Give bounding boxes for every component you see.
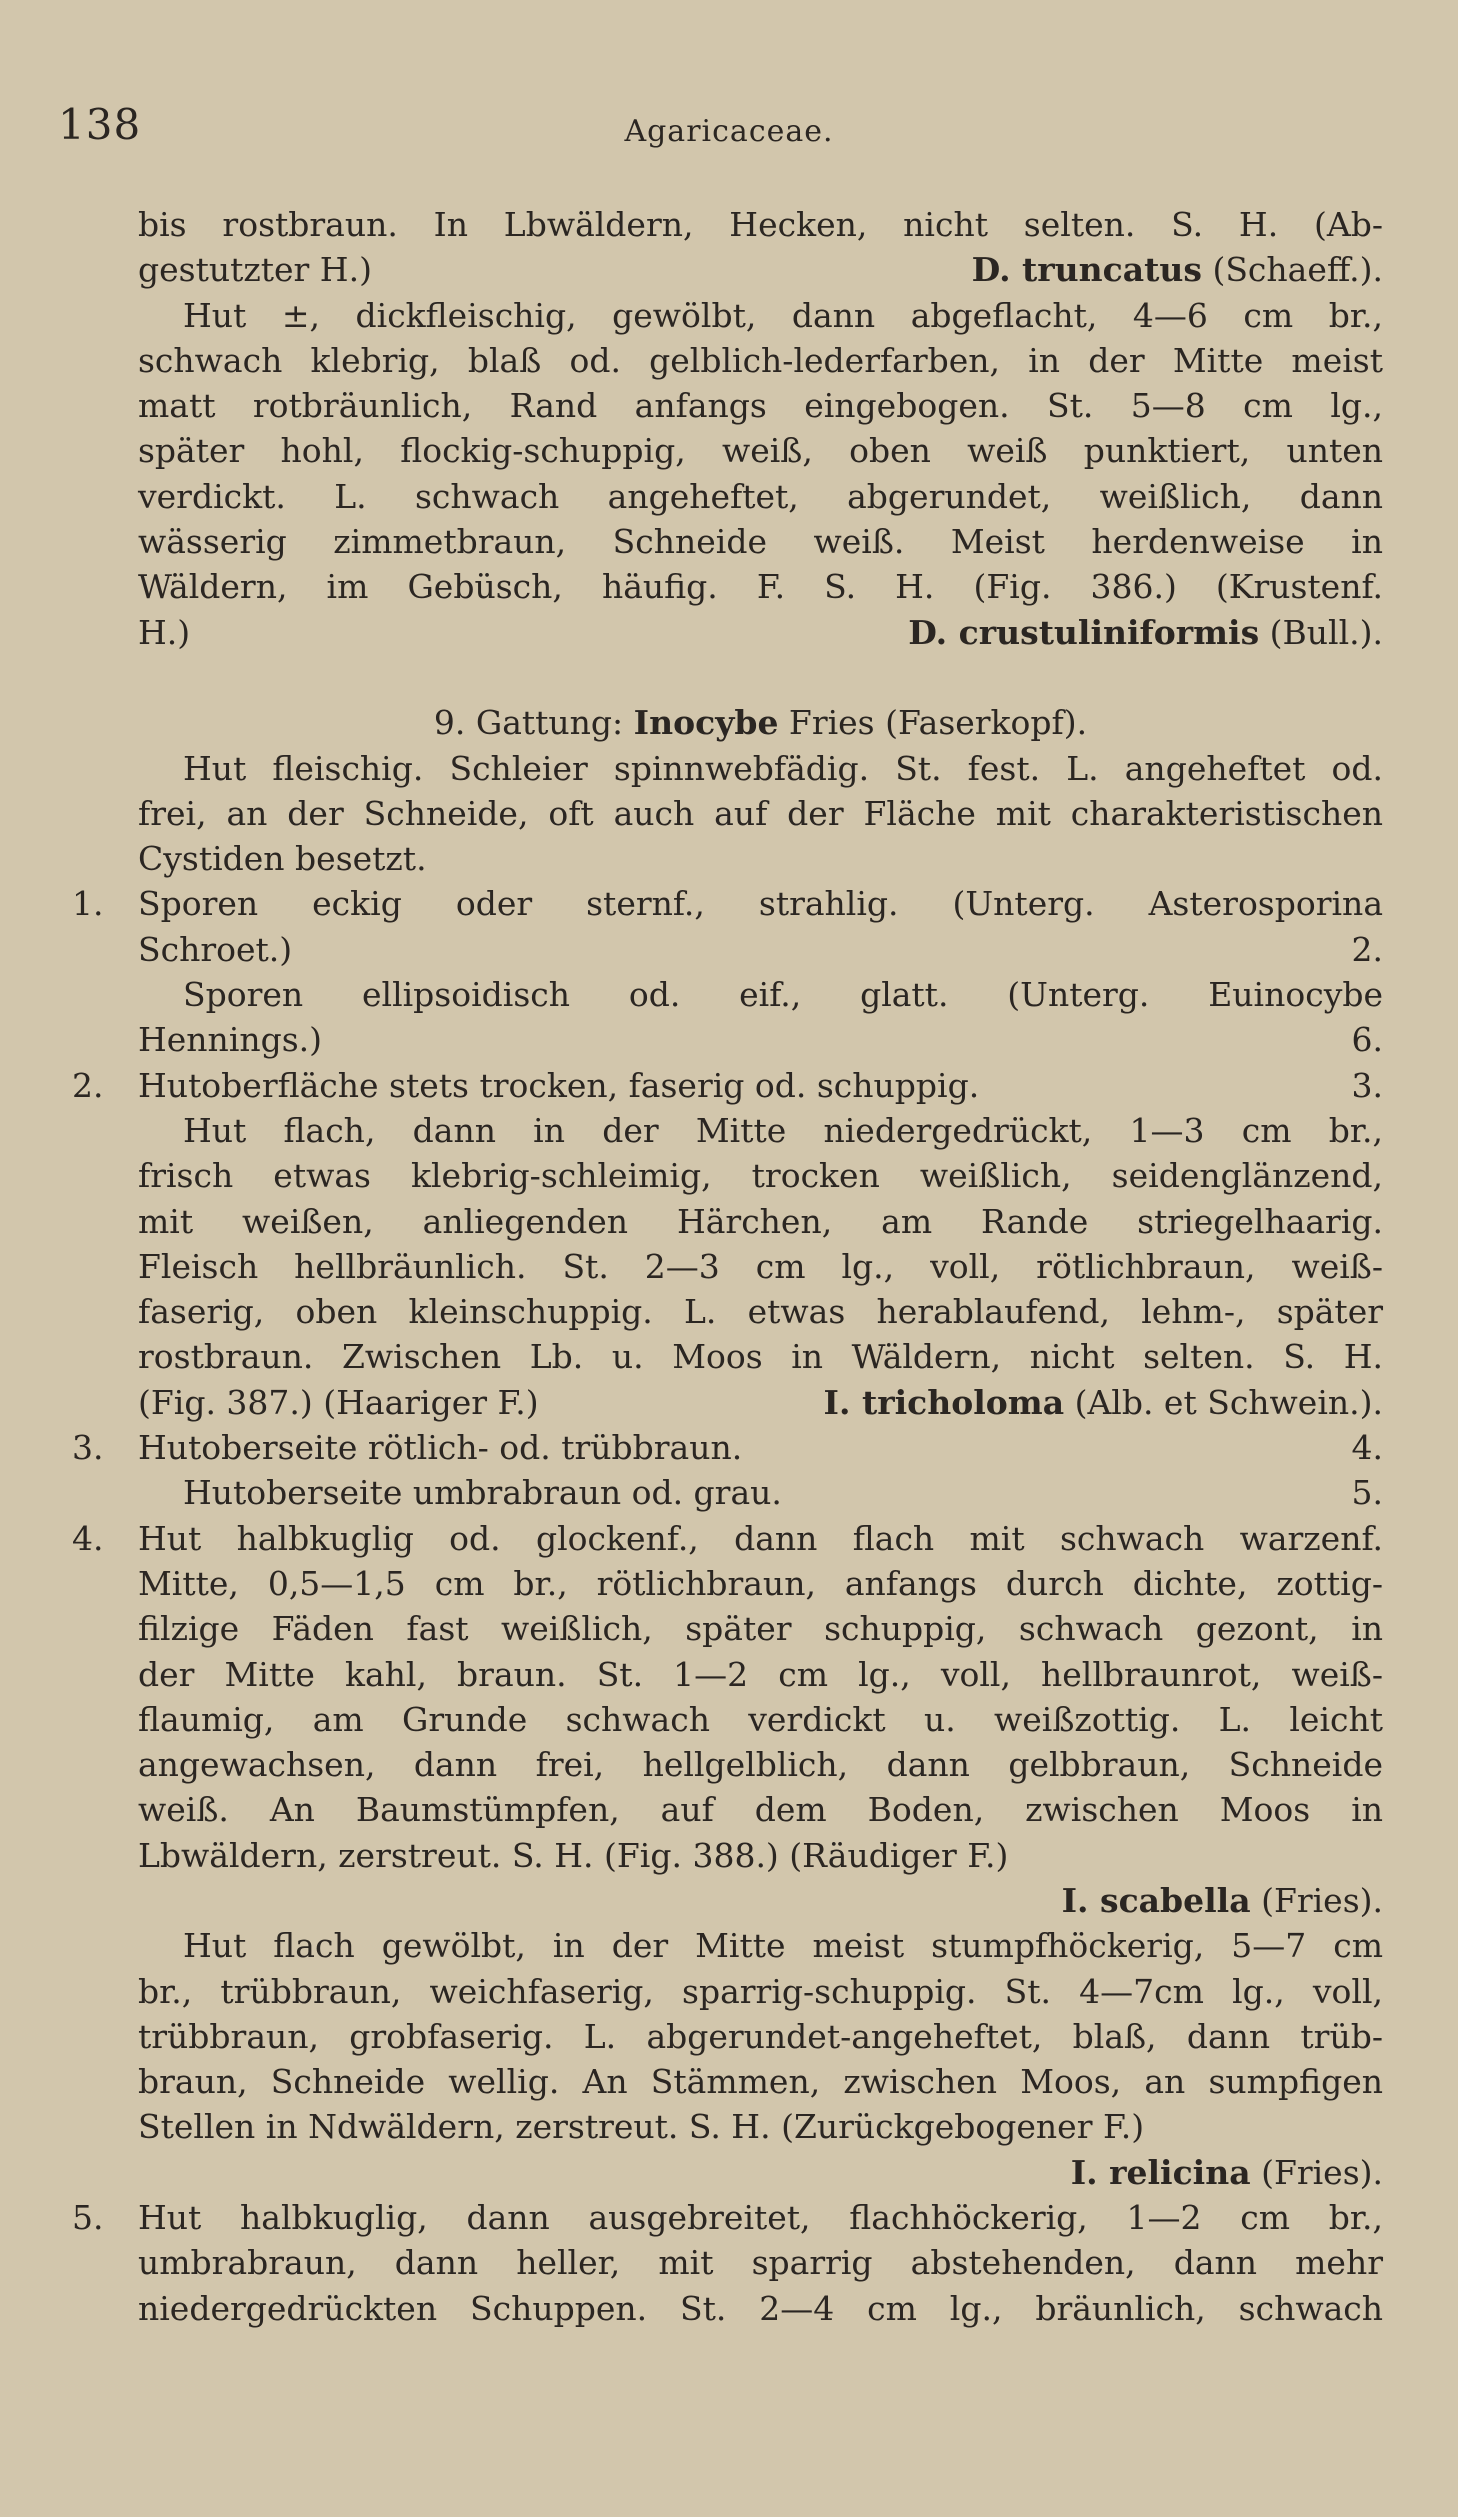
key-number: 4. (72, 1518, 104, 1558)
text-line: schwach klebrig, blaß od. gelblich-lederfarben, in der Mitte meist (138, 340, 1383, 380)
blank-line (138, 655, 1383, 700)
genus-heading: 9. Gattung: Inocybe Fries (Faserkopf). (433, 703, 1088, 743)
key-reference: 2. (1351, 929, 1383, 969)
text-line: I. scabella (Fries). (1061, 1880, 1383, 1920)
species-name: D. crustuliniformis (908, 612, 1260, 652)
text-line: rostbraun. Zwischen Lb. u. Moos in Wäldern, nicht selten. S. H. (138, 1337, 1383, 1377)
text-line: frisch etwas klebrig-schleimig, trocken weißlich, seidenglänzend, (138, 1156, 1383, 1196)
key-line: Hutoberseite umbrabraun od. grau. 5. (138, 1470, 1383, 1515)
species-name: D. truncatus (971, 250, 1202, 290)
body-text (72, 202, 1383, 2331)
text-line: wässerig zimmetbraun, Schneide weiß. Meist herdenweise in (138, 522, 1383, 562)
key-line: 3. Hutoberseite rötlich- od. trübbraun. 4. (138, 1425, 1383, 1470)
text-line: bis rostbraun. In Lbwäldern, Hecken, nicht selten. S. H. (Ab- (138, 205, 1383, 244)
key-line: Hennings.) 6. (138, 1017, 1383, 1062)
key-line: 1. Sporen eckig oder sternf., strahlig. (Unterg. Asterosporina (138, 881, 1383, 926)
text-line: der Mitte kahl, braun. St. 1—2 cm lg., voll, hellbraunrot, weiß- (138, 1654, 1383, 1694)
page-header (58, 100, 1400, 160)
text-line: angewachsen, dann frei, hellgelblich, dann gelbbraun, Schneide (138, 1745, 1383, 1785)
text-line: Wäldern, im Gebüsch, häufig. F. S. H. (Fig. 386.) (Krustenf. (138, 567, 1383, 607)
key-line: Schroet.) 2. (138, 927, 1383, 972)
text-line: gestutzter H.) D. truncatus (Schaeff.). (138, 250, 1383, 290)
text-line: frei, an der Schneide, oft auch auf der Fläche mit charakteristischen (138, 793, 1383, 833)
species-name: I. scabella (1061, 1880, 1251, 1920)
key-number: 1. (72, 884, 104, 924)
text-line: weiß. An Baumstümpfen, auf dem Boden, zwischen Moos in (138, 1790, 1383, 1830)
text-line: mit weißen, anliegenden Härchen, am Rande striegelhaarig. (138, 1201, 1383, 1241)
key-reference: 6. (1351, 1020, 1383, 1060)
genus-name: Inocybe (633, 703, 779, 743)
species-name: I. tricholoma (823, 1382, 1065, 1422)
key-number: 2. (72, 1065, 104, 1105)
text-line: matt rotbräunlich, Rand anfangs eingebogen. St. 5—8 cm lg., (138, 386, 1383, 426)
key-number: 3. (72, 1428, 104, 1468)
text-line: faserig, oben kleinschuppig. L. etwas herablaufend, lehm-, später (138, 1292, 1383, 1332)
text-line: Cystiden besetzt. (138, 839, 427, 879)
page-number: 138 (58, 100, 142, 149)
text-line: (Fig. 387.) (Haariger F.) I. tricholoma (Alb. et Schwein.). (138, 1382, 1383, 1422)
text-line: Fleisch hellbräunlich. St. 2—3 cm lg., voll, rötlichbraun, weiß- (138, 1246, 1383, 1286)
key-line: 2. Hutoberfläche stets trocken, faserig od. schuppig. 3. (138, 1063, 1383, 1108)
text-line: Hut flach, dann in der Mitte niedergedrückt, 1—3 cm br., (183, 1110, 1383, 1150)
key-line: 5. Hut halbkuglig, dann ausgebreitet, flachhöckerig, 1—2 cm br., (138, 2195, 1383, 2240)
key-line: Sporen ellipsoidisch od. eif., glatt. (Unterg. Euinocybe (183, 975, 1383, 1015)
text-line: verdickt. L. schwach angeheftet, abgerundet, weißlich, dann (138, 476, 1383, 516)
text-line: umbrabraun, dann heller, mit sparrig abstehenden, dann mehr (138, 2243, 1383, 2283)
key-line: 4. Hut halbkuglig od. glockenf., dann flach mit schwach warzenf. (138, 1516, 1383, 1561)
key-reference: 3. (1351, 1065, 1383, 1105)
text-line: filzige Fäden fast weißlich, später schuppig, schwach gezont, in (138, 1609, 1383, 1649)
text-line: später hohl, flockig-schuppig, weiß, oben weiß punktiert, unten (138, 431, 1383, 471)
running-title: Agaricaceae. (624, 114, 834, 149)
text-line: Hut fleischig. Schleier spinnwebfädig. St. fest. L. angeheftet od. (183, 748, 1383, 788)
key-reference: 5. (1351, 1473, 1383, 1513)
text-line: H.) D. crustuliniformis (Bull.). (138, 612, 1383, 652)
text-line: Hut ±, dickfleischig, gewölbt, dann abgeflacht, 4—6 cm br., (183, 295, 1383, 335)
text-line: flaumig, am Grunde schwach verdickt u. weißzottig. L. leicht (138, 1699, 1383, 1739)
text-line: Mitte, 0,5—1,5 cm br., rötlichbraun, anfangs durch dichte, zottig- (138, 1563, 1383, 1603)
species-name: I. relicina (1070, 2152, 1251, 2192)
text-line: I. relicina (Fries). (1070, 2152, 1383, 2192)
text-line: trübbraun, grobfaserig. L. abgerundet-angeheftet, blaß, dann trüb- (138, 2016, 1383, 2056)
text-line: niedergedrückten Schuppen. St. 2—4 cm lg., bräunlich, schwach (138, 2288, 1383, 2328)
text-line: Hut flach gewölbt, in der Mitte meist stumpfhöckerig, 5—7 cm (183, 1926, 1383, 1966)
text-line: br., trübbraun, weichfaserig, sparrig-schuppig. St. 4—7cm lg., voll, (138, 1971, 1383, 2011)
text-line: Lbwäldern, zerstreut. S. H. (Fig. 388.) (Räudiger F.) (138, 1835, 1009, 1875)
key-number: 5. (72, 2198, 104, 2238)
text-line: braun, Schneide wellig. An Stämmen, zwischen Moos, an sumpfigen (138, 2062, 1383, 2102)
key-reference: 4. (1351, 1428, 1383, 1468)
text-line: Stellen in Ndwäldern, zerstreut. S. H. (Zurückgebogener F.) (138, 2107, 1145, 2147)
